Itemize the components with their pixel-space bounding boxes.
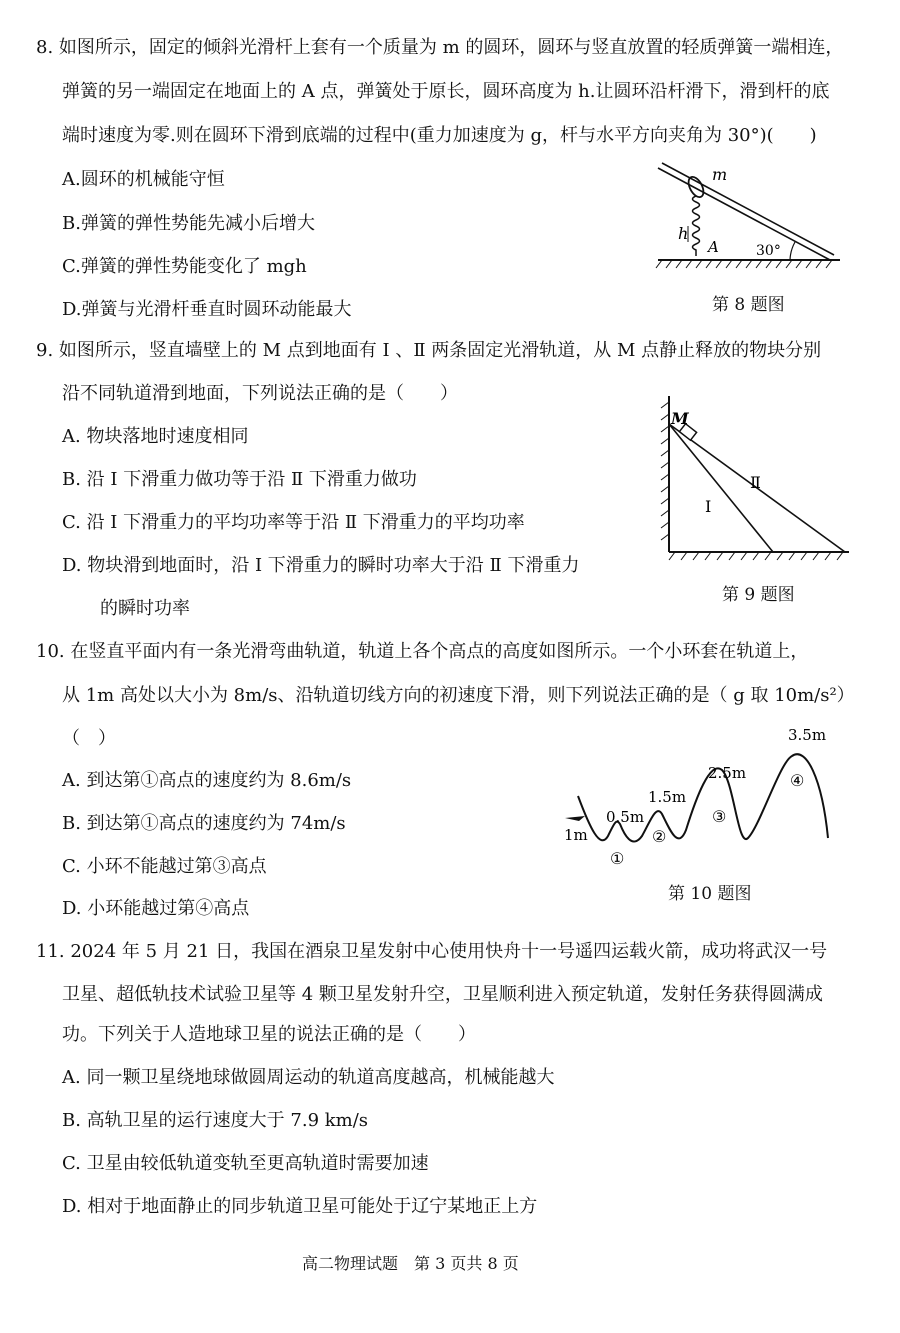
question-10-stem-line-1: 10. 在竖直平面内有一条光滑弯曲轨道，轨道上各个高点的高度如图所示。一个小环套在轨道上， — [36, 641, 809, 662]
figure-8-label-m: m — [712, 165, 728, 184]
question-9-stem-line-1: 9. 如图所示，竖直墙壁上的 M 点到地面有 Ⅰ 、Ⅱ 两条固定光滑轨道，从 M 点静止释放的物块分别 — [36, 340, 822, 361]
figure-8-diagram — [650, 160, 850, 275]
figure-9-label-ii: Ⅱ — [750, 473, 761, 492]
question-9-option-b: B. 沿 Ⅰ 下滑重力做功等于沿 Ⅱ 下滑重力做功 — [62, 469, 417, 490]
question-8-option-d: D.弹簧与光滑杆垂直时圆环动能最大 — [62, 299, 352, 320]
question-11-option-b: B. 高轨卫星的运行速度大于 7.9 km/s — [62, 1110, 369, 1131]
question-10-option-b: B. 到达第①高点的速度约为 74m/s — [62, 813, 346, 834]
question-11-stem-line-1: 11. 2024 年 5 月 21 日，我国在酒泉卫星发射中心使用快舟十一号遥四运载火箭，成功将武汉一号 — [36, 941, 828, 962]
question-8-option-a: A.圆环的机械能守恒 — [62, 169, 225, 190]
question-11-option-d: D. 相对于地面静止的同步轨道卫星可能处于辽宁某地正上方 — [62, 1196, 538, 1217]
question-9-option-d: D. 物块滑到地面时，沿 Ⅰ 下滑重力的瞬时功率大于沿 Ⅱ 下滑重力 — [62, 555, 580, 576]
figure-10-label-p3: 2.5m — [708, 764, 747, 782]
figure-8-caption: 第 8 题图 — [712, 295, 785, 315]
figure-9-label-i: Ⅰ — [705, 497, 712, 516]
figure-10-label-start: 1m — [564, 826, 588, 844]
figure-10-label-p4: 3.5m — [788, 726, 827, 744]
figure-10-label-p2: 1.5m — [648, 788, 687, 806]
question-11-option-a: A. 同一颗卫星绕地球做圆周运动的轨道高度越高，机械能越大 — [62, 1067, 555, 1088]
question-10-stem-line-3: （ ） — [62, 728, 116, 749]
question-8-stem-line-3: 端时速度为零.则在圆环下滑到底端的过程中(重力加速度为 g，杆与水平方向夹角为 30°)( ) — [62, 125, 817, 146]
figure-9-diagram — [655, 390, 855, 570]
figure-10-mark-3: ③ — [712, 807, 727, 826]
question-9-option-c: C. 沿 Ⅰ 下滑重力的平均功率等于沿 Ⅱ 下滑重力的平均功率 — [62, 512, 525, 533]
question-10-stem-line-2: 从 1m 高处以大小为 8m/s、沿轨道切线方向的初速度下滑，则下列说法正确的是（ g 取 10m/s²） — [62, 685, 855, 706]
figure-10-mark-2: ② — [652, 827, 667, 846]
figure-10-mark-4: ④ — [790, 771, 805, 790]
figure-8-label-angle: 30° — [756, 243, 781, 259]
page-footer: 高二物理试题 第 3 页共 8 页 — [302, 1254, 519, 1273]
question-8-option-b: B.弹簧的弹性势能先减小后增大 — [62, 213, 315, 234]
question-11-stem-line-2: 卫星、超低轨技术试验卫星等 4 颗卫星发射升空，卫星顺利进入预定轨道，发射任务获得圆满成 — [62, 984, 823, 1005]
figure-8-label-h: h — [678, 224, 689, 243]
question-11-option-c: C. 卫星由较低轨道变轨至更高轨道时需要加速 — [62, 1153, 429, 1174]
question-8-stem-line-1: 8. 如图所示，固定的倾斜光滑杆上套有一个质量为 m 的圆环，圆环与竖直放置的轻质弹簧一端相连， — [36, 37, 844, 58]
figure-9-label-m: M — [671, 409, 689, 428]
figure-10-caption: 第 10 题图 — [668, 884, 752, 904]
figure-10-label-p1: 0.5m — [606, 808, 645, 826]
question-9-stem-line-2: 沿不同轨道滑到地面，下列说法正确的是（ ） — [62, 383, 458, 404]
question-9-option-d-continued: 的瞬时功率 — [100, 598, 190, 619]
figure-10-diagram — [560, 718, 860, 878]
question-10-option-c: C. 小环不能越过第③高点 — [62, 856, 267, 877]
question-8-option-c: C.弹簧的弹性势能变化了 mgh — [62, 256, 307, 277]
figure-10-mark-1: ① — [610, 849, 625, 868]
figure-8-label-a: A — [708, 238, 719, 256]
question-9-option-a: A. 物块落地时速度相同 — [62, 426, 249, 447]
question-11-stem-line-3: 功。下列关于人造地球卫星的说法正确的是（ ） — [62, 1024, 476, 1045]
question-10-option-d: D. 小环能越过第④高点 — [62, 898, 250, 919]
question-8-stem-line-2: 弹簧的另一端固定在地面上的 A 点，弹簧处于原长，圆环高度为 h.让圆环沿杆滑下，滑到杆的底 — [62, 81, 830, 102]
figure-9-caption: 第 9 题图 — [722, 585, 795, 605]
figure-10-ring-marker — [565, 816, 585, 821]
question-10-option-a: A. 到达第①高点的速度约为 8.6m/s — [62, 770, 352, 791]
